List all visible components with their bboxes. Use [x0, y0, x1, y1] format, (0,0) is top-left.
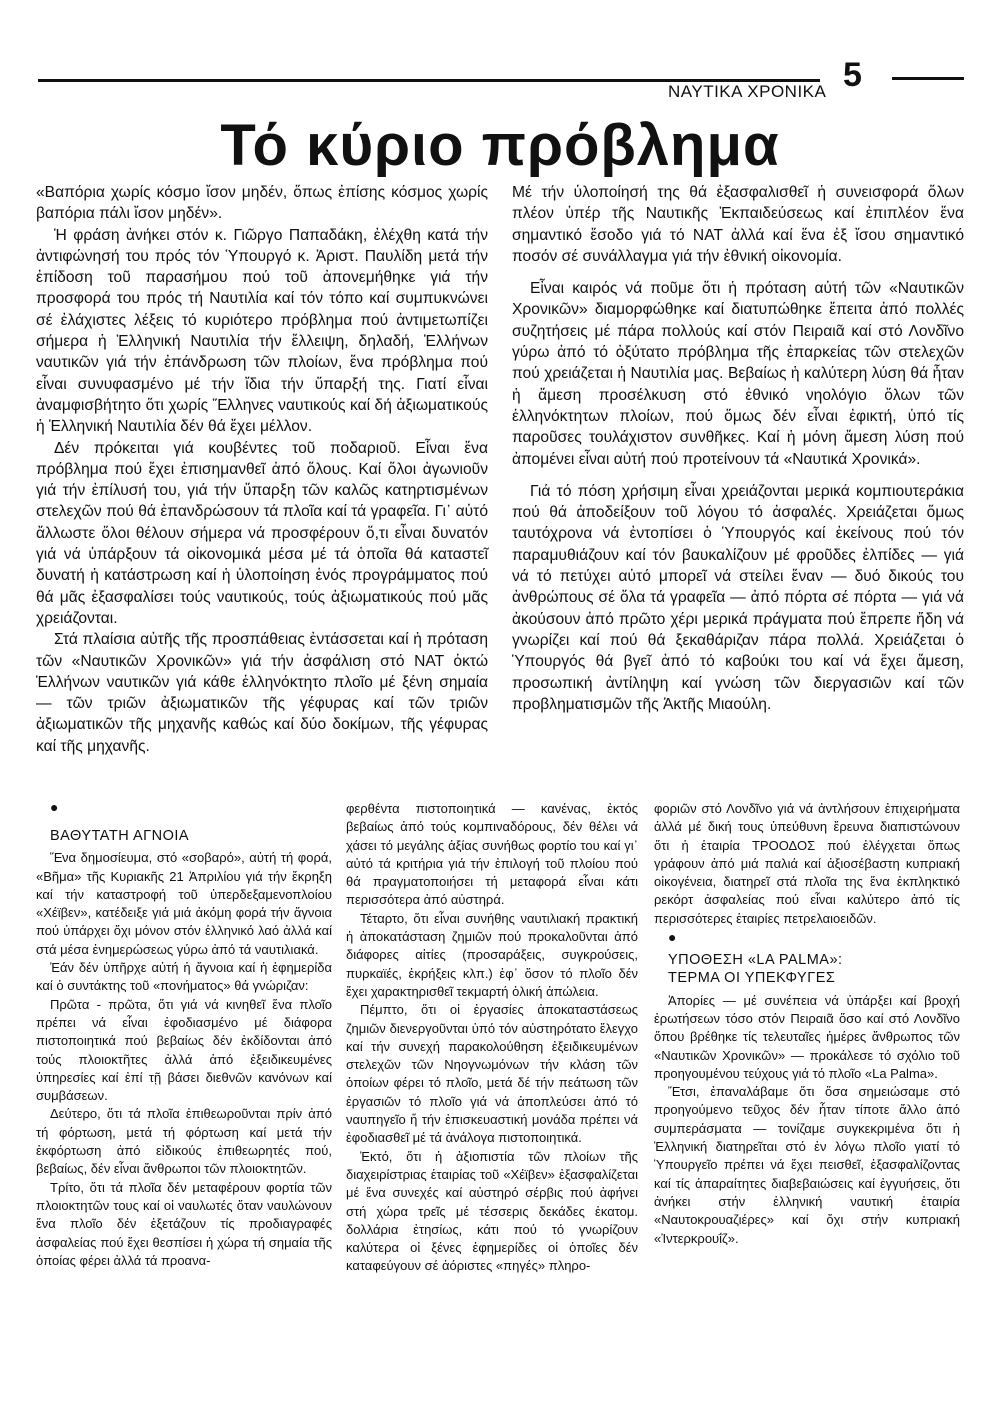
- lead-paragraph: Μέ τήν ὑλοποίησή της θά ἐξασφαλισθεῖ ἡ συνεισφορά ὅλων πλέον ὑπέρ τῆς Ναυτικῆς Ἐκπαιδεύσεως καί ἐπιπλέον ἕνα σημαντικό ἔσοδο γιά τό ΝΑΤ ἀλλά καί ἕνα ἐξ ἴσου σημαντικό ποσόν σέ συνάλλαγμα γιά τήν ἐθνική οἰκονομία.: [512, 184, 964, 265]
- section-paragraph: Δεύτερο, ὅτι τά πλοῖα ἐπιθεωροῦνται πρίν ἀπό τή φόρτωση, μετά τή φόρτωση καί μετά τήν ἐκφόρτωση ἀπό εἰδικούς ἐπιθεωρητές πού, βεβαίως, δέν εἶναι ἄνθρωποι τῶν πλοιοκτητῶν.: [36, 1106, 332, 1177]
- column-bathytati-agnoia: [36, 799, 332, 1270]
- section-heading: ΥΠΟΘΕΣΗ «LA PALMA»:: [668, 952, 843, 969]
- lead-paragraph: Εἶναι καιρός νά ποῦμε ὅτι ἡ πρόταση αὐτή τῶν «Ναυτικῶν Χρονικῶν» διαμορφώθηκε καί διατυπώθηκε ἔπειτα ἀπό πολλές συζητήσεις μέ πάρα πολλούς καί στόν Πειραιᾶ καί στό Λονδῖνο γύρω ἀπό τό ὀξύτατο πρόβλημα τῆς ἐπαρκείας τῶν στελεχῶν πού χρειάζεται ἡ Ναυτιλία μας. Βεβαίως ἡ καλύτερη λύση θά ἦταν ἡ ἄμεση προσέλκυση στό ἐθνικό νηολόγιο ὅλων τῶν ἑλληνόκτητων πλοίων, πού ὅμως δέν εἶναι ἐφικτή, ὑπό τίς παροῦσες τουλάχιστον συνθῆκες. Καί ἡ μόνη ἄμεση λύση πού ἀπομένει εἶναι αὐτή πού προτείνουν τά «Ναυτικά Χρονικά».: [512, 280, 964, 468]
- section-paragraph: Πρῶτα - πρῶτα, ὅτι γιά νά κινηθεῖ ἕνα πλοῖο πρέπει νά εἶναι ἐφοδιασμένο μέ διάφορα πιστοποιητικά πού βεβαίως δέν ἐκδίδονται ἀπό τούς πλοιοκτῆτες ἀλλά ἀπό ἐξειδικευμένες ὑπηρεσίες καί ἐπί τῇ βάσει διεθνῶν κανόνων καί συμβάσεων.: [36, 996, 332, 1104]
- section-paragraph: Ἀπορίες — μέ συνέπεια νά ὑπάρξει καί βροχή ἐρωτήσεων τόσο στόν Πειραιᾶ ὅσο καί στό Λονδῖνο ὅπου βρέθηκε τίς τελευταῖες ἡμέρες ἄνθρωπος τῶν «Ναυτικῶν Χρονικῶν» — προκάλεσε τό σχόλιο τοῦ προηγουμένου τεύχους γιά τό πλοῖο «La Palma».: [654, 992, 960, 1081]
- section-paragraph: Πέμπτο, ὅτι οἱ ἐργασίες ἀποκαταστάσεως ζημιῶν διενεργοῦνται ὑπό τόν αὐστηρότατο ἔλεγχο καί τήν συνεχή παρακολούθηση ἐξειδικευμένων στελεχῶν τῶν Νηογνωμόνων τήν κλάση τῶν ὁποίων φέρει τό πλοῖο, μετά δέ τήν πεάτωση τῶν ἐργασιῶν τό πλοῖο γιά νά ἀποπλεύσει ἀπό τό ναυπηγεῖο ἤ τήν ἐπισκευαστική μονάδα πρέπει νά ἐφοδιασθεῖ μέ τά ἀνάλογα πιστοποιητικά.: [346, 1002, 638, 1146]
- column-la-palma: [654, 800, 960, 1248]
- bullet-dot: ●: [50, 799, 59, 815]
- section-paragraph: Ἐάν δέν ὑπῆρχε αὐτή ἡ ἄγνοια καί ἡ ἐφημερίδα καί ὁ συντάκτης τοῦ «πονήματος» θά γνώριζαν:: [36, 960, 332, 994]
- section-heading: ΒΑΘΥΤΑΤΗ ΑΓΝΟΙΑ: [50, 828, 190, 844]
- header-rule-right: [892, 77, 964, 80]
- lead-column-left: [36, 182, 488, 757]
- lead-column-right: [512, 182, 964, 715]
- publication-name: ΝΑΥΤΙΚΑ ΧΡΟΝΙΚΑ: [668, 82, 827, 101]
- lead-paragraph: Δέν πρόκειται γιά κουβέντες τοῦ ποδαριοῦ. Εἶναι ἕνα πρόβλημα πού ἔχει ἐπισημανθεῖ ἀπό ὅλους. Καί ὅλοι ἀγωνιοῦν γιά τήν ἐπίλυσή του, γιά τήν ὕπαρξη τῶν καλῶς κατηρτισμένων στελεχῶν πού θά ἐπανδρώσουν τά πλοῖα καί τά γραφεῖα. Γι᾽ αὐτό ἄλλωστε ὅλοι θέλουν σήμερα νά προσφέρουν ὅ,τι εἶναι δυνατόν γιά νά ὑπάρξουν τά οἰκονομικά μέσα μέ τά ὁποῖα θά καταστεῖ δυνατή ἡ κατάστρωση καί ἡ ὑλοποίηση ἑνός προγράμματος πού θά μᾶς ἐξασφαλίσει τούς ναυτικούς, τούς ἀξιωματικούς πού μᾶς χρειάζονται.: [36, 439, 488, 627]
- lead-paragraph: Ἡ φράση ἀνήκει στόν κ. Γιῶργο Παπαδάκη, ἐλέχθη κατά τήν ἀντιφώνησή του πρός τόν Ὑπουργό κ. Ἀριστ. Παυλίδη μετά τήν ἐπίδοση τοῦ παρασήμου πού τοῦ ἀπονεμήθηκε γιά τήν προσφορά του πρός τή Ναυτιλία καί τόν τόπο καί συμπυκνώνει σέ ἐλάχιστες λέξεις τό κυριότερο πρόβλημα πού ἀντιμετωπίζει σήμερα ἡ Ἑλληνική Ναυτιλία τήν ἔλλειψη, δηλαδή, Ἑλλήνων ναυτικῶν γιά τήν ἐπάνδρωση τῶν πλοίων, ἕνα πρόβλημα πού εἶναι συνυφασμένο μέ τήν ἴδια τήν ὕπαρξή της. Γιατί εἶναι ἀναμφισβήτητο ὅτι χωρίς Ἕλληνες ναυτικούς καί δή ἀξιωματικούς ἡ Ἑλληνική Ναυτιλία δέν θά ἔχει μέλλον.: [36, 226, 488, 436]
- column-middle: [346, 800, 638, 1276]
- section-paragraph: Ἐκτό, ὅτι ἡ ἀξιοπιστία τῶν πλοίων τῆς διαχειρίστριας ἑταιρίας τοῦ «Χέϊβεν» ἐξασφαλίζεται μέ ἕνα συνεχές καί αὐστηρό σέρβις πού ἀφήνει στή χώρα τρεῖς μέ τέσσερις δεκάδες ἑκατομ. δολλάρια ἐτησίως, κάτι πού τό γνωρίζουν καλύτερα οἱ ξένες ἐφημερίδες οἱ ὁποῖες δέν καταφεύγουν σέ ἀόριστες «πηγές» πληρο-: [346, 1148, 638, 1274]
- section-paragraph: Ἔτσι, ἐπαναλάβαμε ὅτι ὅσα σημειώσαμε στό προηγούμενο τεῦχος δέν ἦταν τίποτε ἄλλο ἀπό συμπεράσματα — τονίζαμε συγκεκριμένα ὅτι ἡ Ἑλληνική διατηρεῖται στό ἐν λόγω πλοῖο γιατί τό Ὑπουργεῖο πρέπει νά ἔχει πεισθεῖ, ἐξασφαλίζοντας καί τίς ἀπαραίτητες διαβεβαιώσεις καί ἐγγυήσεις, ὅτι ἀνήκει στήν ἑλληνική ναυτική ἑταιρία «Ναυτοκρουαζιέρες» καί ὄχι στήν κυπριακή «Ἰντερκρουΐζ».: [654, 1084, 960, 1246]
- lead-paragraph: Στά πλαίσια αὐτῆς τῆς προσπάθειας ἐντάσσεται καί ἡ πρόταση τῶν «Ναυτικῶν Χρονικῶν» γιά τήν ἀσφάλιση στό ΝΑΤ ὀκτώ Ἑλλήνων ναυτικῶν γιά κάθε ἑλληνόκτητο πλοῖο μέ ξένη σημαία — τῶν τριῶν ἀξιωματικῶν τῆς γέφυρας καί τῶν τριῶν ἀξιωματικῶν τῆς μηχανῆς καθώς καί δύο δοκίμων, τῆς γέφυρας καί τῆς μηχανῆς.: [36, 631, 488, 755]
- page-number: 5: [843, 56, 862, 94]
- section-paragraph: φερθέντα πιστοποιητικά — κανένας, ἐκτός βεβαίως ἀπό τούς κομπιναδόρους, δέν θέλει νά χάσει τό μεγάλης ἀξίας συνήθως φορτίο του καί γι᾽ αὐτό τά κριτήρια γιά τήν ἐπιλογή τοῦ πλοίου πού θά πραγματοποιήσει τή μεταφορά εἶναι κάτι περισσότερα ἀπό αὐστηρά.: [346, 801, 638, 908]
- section-paragraph: Ἕνα δημοσίευμα, στό «σοβαρό», αὐτή τή φορά, «Βῆμα» τῆς Κυριακῆς 21 Ἀπριλίου γιά τήν ἔκρηξη καί τήν καταστροφή τοῦ ὑπερδεξαμενοπλοίου «Χέϊβεν», κατέδειξε γιά μιά ἀκόμη φορά τήν ἄγνοια πού ὑπάρχει ὄχι μόνον στόν ἑλληνικό λαό ἀλλά καί στά μέσα ἐνημερώσεως γύρω ἀπό τά ναυτιλιακά.: [36, 850, 332, 957]
- section-paragraph: φοριῶν στό Λονδῖνο γιά νά ἀντλήσουν ἐπιχειρήματα ἀλλά μέ δική τους ὑπεύθυνη ἔρευνα διαπιστώνουν ὅτι ἡ ἑταιρία ΤΡΟΟΔΟΣ πού ἐλέγχεται ὅπως γράφουν ἀπό μιά παλιά καί ἀξιοσέβαστη κυπριακή οἰκογένεια, διατηρεῖ στά πλοῖα της ἕνα ἐκπληκτικό ρεκόρτ ἀσφαλείας πού εἶναι καλύτερο ἀπό τίς περισσότερες ἑταιρίες πετρελαιοειδῶν.: [654, 801, 960, 926]
- section-paragraph: Τέταρτο, ὅτι εἶναι συνήθης ναυτιλιακή πρακτική ἡ ἀποκατάσταση ζημιῶν πού προκαλοῦνται ἀπό διάφορες αἰτίες (προσαράξεις, συγκρούσεις, πυρκαϊές, ἐκρήξεις κλπ.) ἐφ᾽ ὅσον τό πλοῖο δέν ἔχει χαρακτηρισθεῖ τεκμαρτή ὁλική ἀπώλεια.: [346, 910, 638, 999]
- article-title: Τό κύριο πρόβλημα: [220, 113, 780, 178]
- bullet-dot: ●: [668, 929, 677, 946]
- lead-paragraph: «Βαπόρια χωρίς κόσμο ἴσον μηδέν, ὅπως ἐπίσης κόσμος χωρίς βαπόρια πάλι ἴσον μηδέν».: [36, 184, 488, 223]
- section-paragraph: Τρίτο, ὅτι τά πλοῖα δέν μεταφέρουν φορτία τῶν πλοιοκτητῶν τους καί οἱ ναυλωτές ὅταν ναυλώνουν ἕνα πλοῖο δέν ἐξετάζουν τίς προδιαγραφές ἀσφαλείας πού ἔχει θεσπίσει ἡ χώρα τή σημαία τῆς ὁποίας φέρει ἀλλά τά προανα-: [36, 1179, 332, 1268]
- section-heading: ΤΕΡΜΑ ΟΙ ΥΠΕΚΦΥΓΕΣ: [668, 970, 836, 987]
- lead-paragraph: Γιά τό πόση χρήσιμη εἶναι χρειάζονται μερικά κομπιουτεράκια πού θά ἀποδείξουν τοῦ λόγου τό ἀσφαλές. Χρειάζεται ὅμως ταυτόχρονα νά ἐντοπίσει ὁ Ὑπουργός καί ἐκείνους πού τόν παραμυθιάζουν καί τόν βαυκαλίζουν μέ φροῦδες ἐλπίδες — γιά νά τό πετύχει αὐτό μπορεῖ νά στείλει ἕναν — δυό δικούς του ἀνθρώπους σέ ὅλα τά γραφεῖα — ἀπό πόρτα σέ πόρτα — γιά νά ἀκούσουν ἀπό πρῶτο χέρι μερικά πράγματα πού ἔπρεπε ἤδη νά γνωρίζει καί πού θά ξεκαθάριζαν πάρα πολλά. Χρειάζεται ὁ Ὑπουργός θά βγεῖ ἀπό τό καβούκι του καί νά ἔχει ἄμεση, προσωπική ἀντίληψη καί γνώση τῶν διεργασιῶν καί τῶν προβληματισμῶν τῆς Ἀκτῆς Μιαούλη.: [512, 482, 964, 713]
